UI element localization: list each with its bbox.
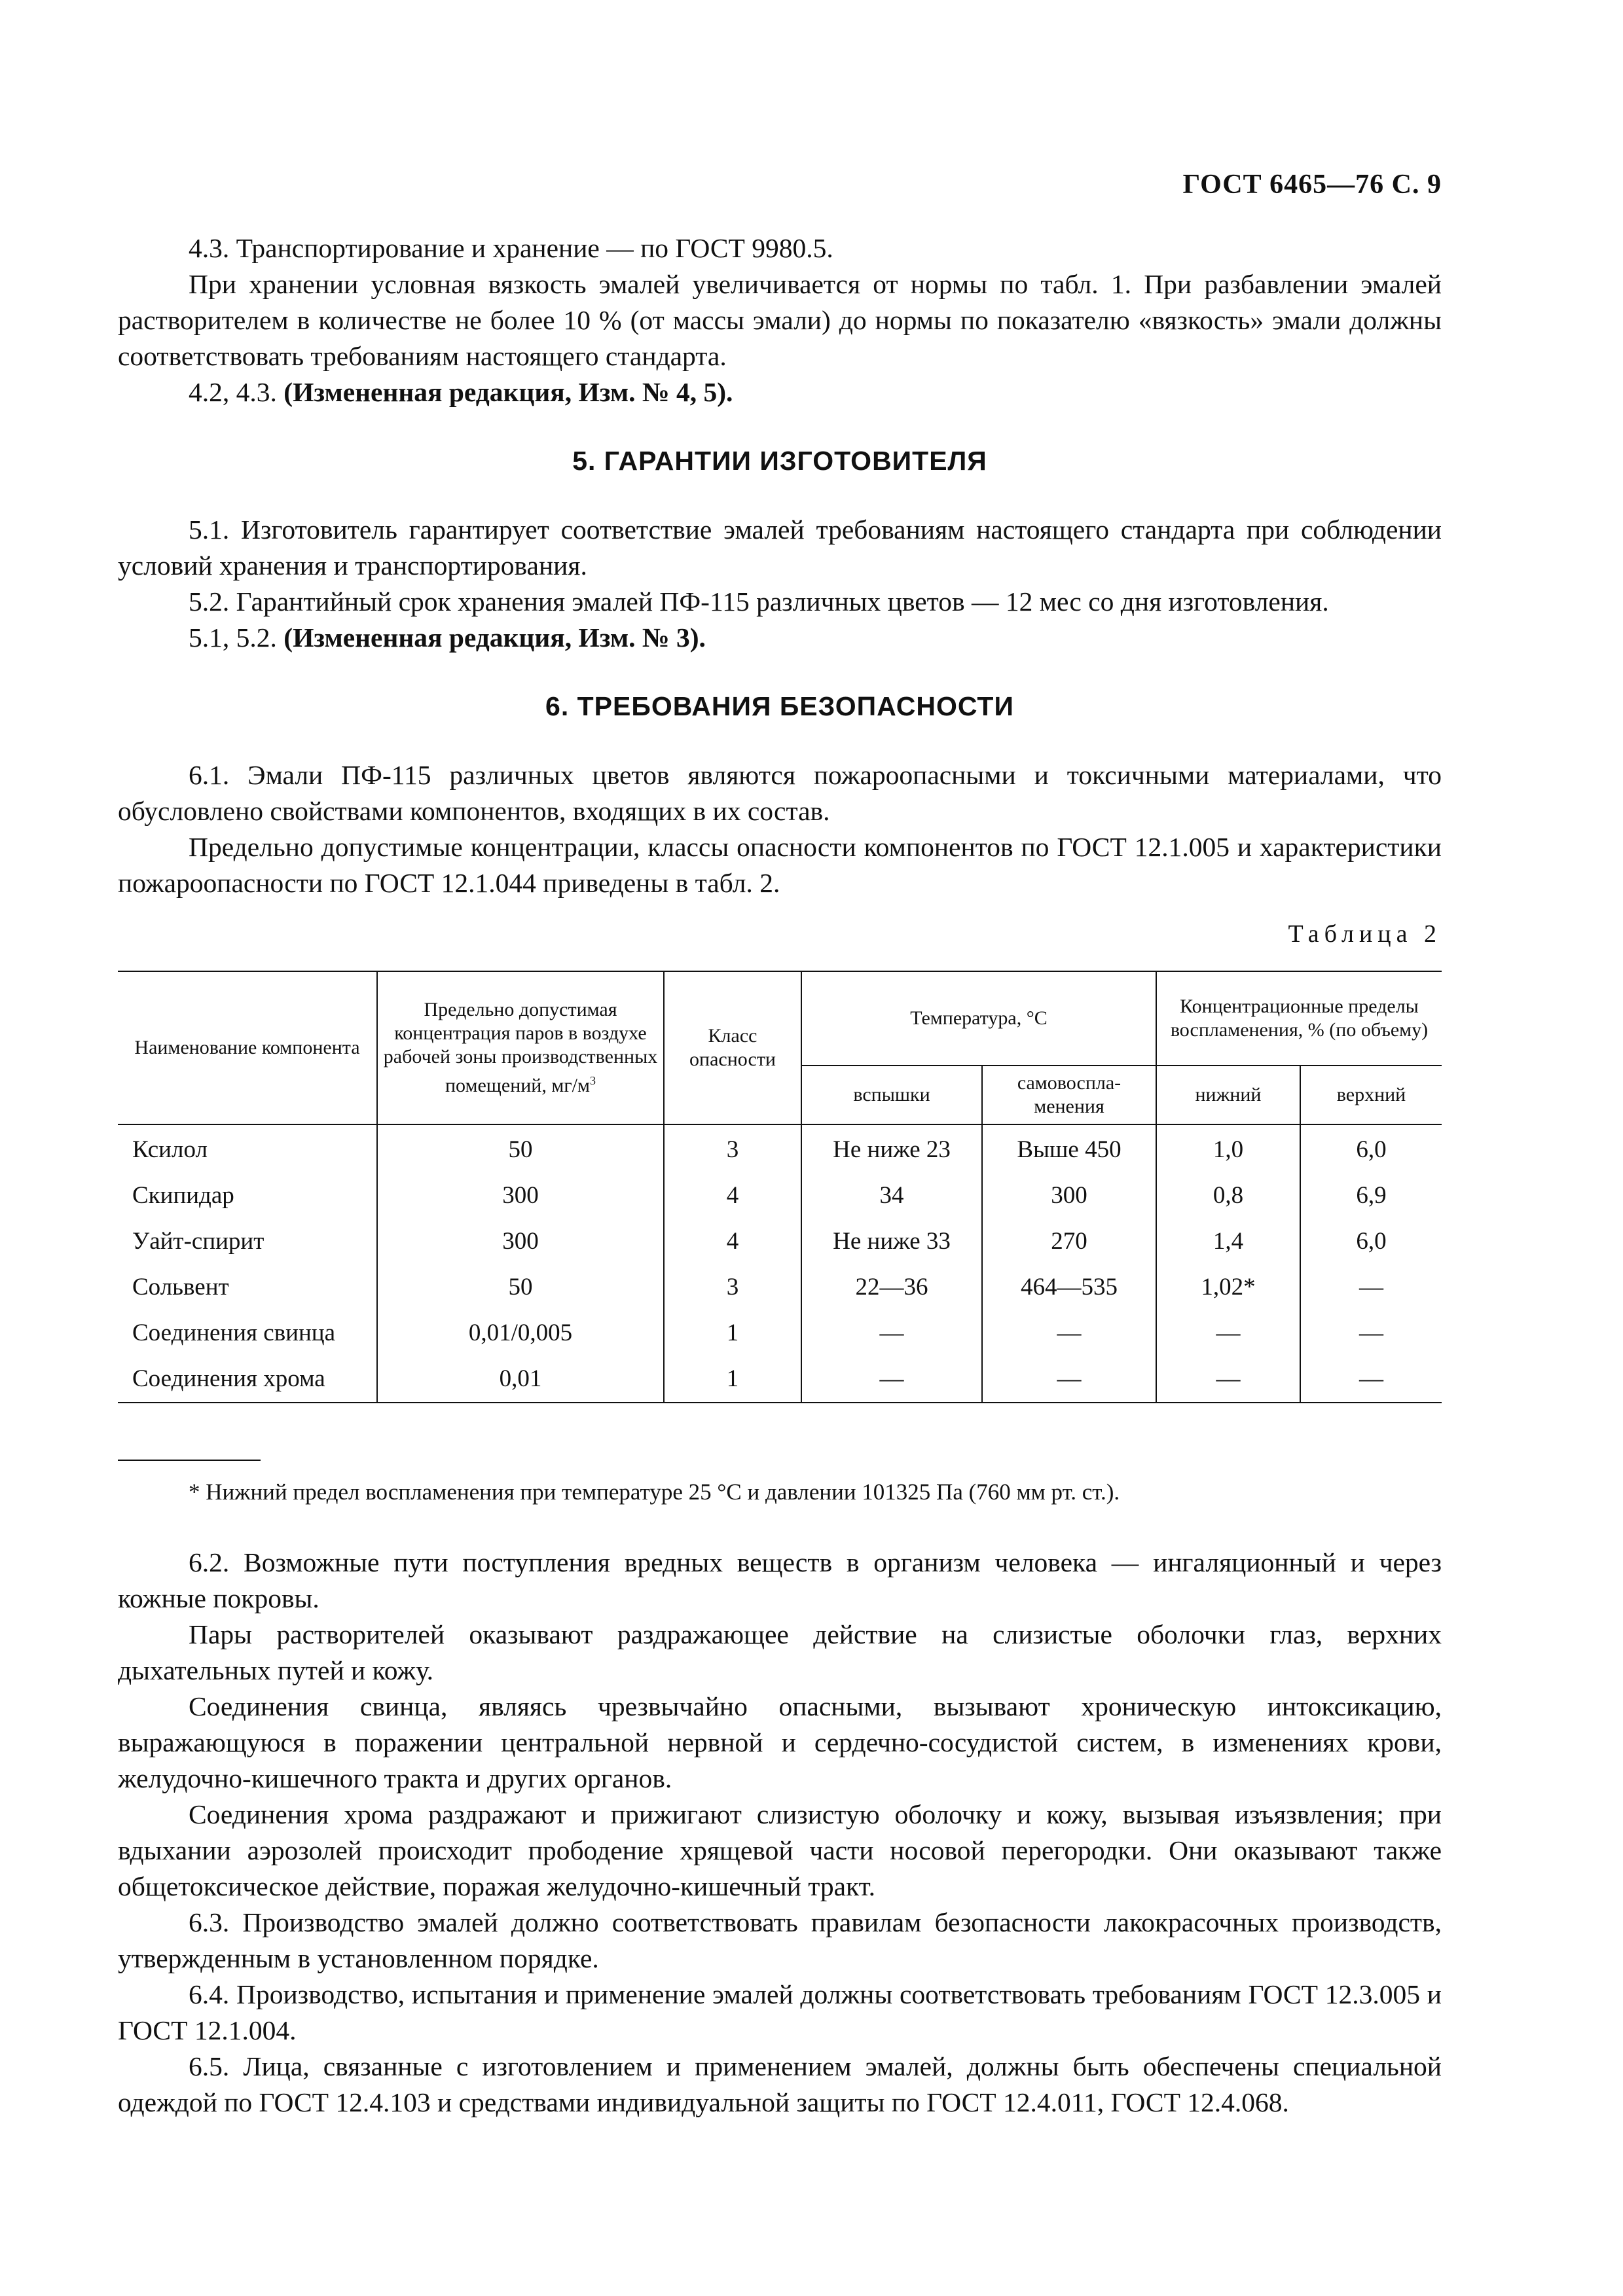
cell-pdk: 50	[377, 1265, 664, 1310]
amendment-ref: 4.2, 4.3.	[189, 377, 284, 407]
cell-flash: Не ниже 23	[801, 1124, 982, 1173]
cell-autoignition: 270	[982, 1219, 1156, 1265]
header-name: Наименование компонента	[118, 971, 377, 1124]
header-flash: вспышки	[801, 1066, 982, 1124]
cell-autoignition: —	[982, 1356, 1156, 1403]
table-row	[118, 1356, 1442, 1403]
cell-name: Ксилол	[118, 1124, 377, 1173]
table-body	[118, 1124, 1442, 1403]
cell-upper: 6,0	[1356, 1228, 1387, 1255]
cell-flash: Не ниже 33	[801, 1219, 982, 1265]
paragraph-solvent-vapors: Пары растворителей оказывают раздражающее действие на слизистые оболочки глаз, верхних дыхательных путей и кожу.	[118, 1619, 1442, 1685]
header-pdk-text: Предельно допустимая концентрация паров в воздухе рабочей зоны производственных помещений, мг/м	[383, 999, 658, 1096]
cell-upper: —	[1359, 1319, 1383, 1346]
cell-class: 3	[664, 1124, 801, 1173]
table-2	[118, 971, 1442, 1403]
cell-name: Уайт-спирит	[118, 1219, 377, 1265]
cell-class: 1	[664, 1356, 801, 1403]
cell-pdk: 300	[377, 1173, 664, 1219]
paragraph-6-4: 6.4. Производство, испытания и применение эмалей должны соответствовать требованиям ГОСТ 12.3.005 и ГОСТ 12.1.004.	[118, 1979, 1442, 2045]
header-temperature: Температура, °С	[801, 971, 1156, 1066]
header-pdk	[377, 971, 664, 1124]
amendment-note: (Измененная редакция, Изм. № 3).	[283, 622, 706, 653]
footnote: * Нижний предел воспламенения при температуре 25 °С и давлении 101325 Па (760 мм рт. ст.).	[189, 1479, 1120, 1505]
cell-name: Соединения свинца	[118, 1310, 377, 1356]
cell-class: 4	[664, 1219, 801, 1265]
header-class: Класс опасности	[664, 971, 801, 1124]
paragraph-table-intro: Предельно допустимые концентрации, классы опасности компонентов по ГОСТ 12.1.005 и характеристики пожароопасности по ГОСТ 12.1.044 приведены в табл. 2.	[118, 832, 1442, 898]
cell-lower: 0,8	[1156, 1173, 1300, 1219]
table-row	[118, 1265, 1442, 1310]
table-row	[118, 1124, 1442, 1173]
cell-name: Скипидар	[118, 1173, 377, 1219]
paragraph-storage: При хранении условная вязкость эмалей увеличивается от нормы по табл. 1. При разбавлении эмалей растворителем в количестве не более 10 % (от массы эмали) до нормы по показателю «вязкость» эмали должны соответствовать требованиям настоящего стандарта.	[118, 269, 1442, 371]
table-header-row	[118, 971, 1442, 1066]
cell-pdk: 50	[377, 1124, 664, 1173]
cell-upper: —	[1359, 1365, 1383, 1392]
cell-pdk: 0,01/0,005	[377, 1310, 664, 1356]
section-6-heading: 6. ТРЕБОВАНИЯ БЕЗОПАСНОСТИ	[545, 691, 1014, 721]
amendment-ref: 5.1, 5.2.	[189, 622, 284, 653]
section-5-heading: 5. ГАРАНТИИ ИЗГОТОВИТЕЛЯ	[572, 446, 987, 476]
paragraph-amendment-5	[118, 620, 1442, 656]
cell-lower: 1,4	[1156, 1219, 1300, 1265]
cell-upper: —	[1359, 1274, 1383, 1300]
cell-lower: 1,02*	[1156, 1265, 1300, 1310]
cell-flash: —	[801, 1310, 982, 1356]
cell-class: 1	[664, 1310, 801, 1356]
cell-flash: —	[801, 1356, 982, 1403]
cell-pdk: 0,01	[377, 1356, 664, 1403]
cell-lower: —	[1156, 1356, 1300, 1403]
cell-upper: 6,9	[1356, 1182, 1387, 1209]
header-lower: нижний	[1156, 1066, 1300, 1124]
cell-class: 3	[664, 1265, 801, 1310]
cell-autoignition: 300	[982, 1173, 1156, 1219]
paragraph-5-2: 5.2. Гарантийный срок хранения эмалей ПФ-115 различных цветов — 12 мес со дня изготовления.	[189, 586, 1329, 617]
cell-pdk: 300	[377, 1219, 664, 1265]
cell-autoignition: 464—535	[982, 1265, 1156, 1310]
paragraph-6-3: 6.3. Производство эмалей должно соответствовать правилам безопасности лакокрасочных производств, утвержденным в установленном порядке.	[118, 1907, 1442, 1973]
paragraph-6-2: 6.2. Возможные пути поступления вредных веществ в организм человека — ингаляционный и через кожные покровы.	[118, 1547, 1442, 1613]
table-row	[118, 1219, 1442, 1265]
page-header: ГОСТ 6465—76 С. 9	[1182, 170, 1442, 200]
paragraph-amendment-4	[118, 374, 1442, 410]
cell-flash: 22—36	[801, 1265, 982, 1310]
footnote-rule	[118, 1460, 261, 1461]
paragraph-4-3: 4.3. Транспортирование и хранение — по ГОСТ 9980.5.	[189, 233, 833, 263]
table-caption: Таблица 2	[1288, 920, 1442, 948]
cell-flash: 34	[801, 1173, 982, 1219]
spacer	[118, 1507, 1442, 1545]
cell-name: Соединения хрома	[118, 1356, 377, 1403]
cell-lower: —	[1156, 1310, 1300, 1356]
cell-class: 4	[664, 1173, 801, 1219]
cell-name: Сольвент	[118, 1265, 377, 1310]
table-row	[118, 1310, 1442, 1356]
header-upper: верхний	[1300, 1066, 1442, 1124]
paragraph-chromium-compounds: Соединения хрома раздражают и прижигают слизистую оболочку и кожу, вызывая изъязвления; при вдыхании аэрозолей происходит прободение хрящевой части носовой перегородки. Они оказывают также общетоксическое действие, поражая желудочно-кишечный тракт.	[118, 1799, 1442, 1901]
paragraph-lead-compounds: Соединения свинца, являясь чрезвычайно опасными, вызывают хроническую интоксикацию, выражающуюся в поражении центральной нервной и сердечно-сосудистой систем, в изменениях крови, желудочно-кишечного тракта и других органов.	[118, 1691, 1442, 1793]
cell-upper: 6,0	[1356, 1136, 1387, 1163]
header-pdk-sup: 3	[589, 1074, 596, 1087]
paragraph-5-1: 5.1. Изготовитель гарантирует соответствие эмалей требованиям настоящего стандарта при соблюдении условий хранения и транспортирования.	[118, 514, 1442, 581]
table-row	[118, 1173, 1442, 1219]
paragraph-6-1: 6.1. Эмали ПФ-115 различных цветов являются пожароопасными и токсичными материалами, что обусловлено свойствами компонентов, входящих в их состав.	[118, 760, 1442, 826]
document-body	[118, 230, 1442, 2121]
cell-autoignition: —	[982, 1310, 1156, 1356]
amendment-note: (Измененная редакция, Изм. № 4, 5).	[283, 377, 733, 407]
header-concentration: Концентрационные пределы воспламенения, % (по объему)	[1156, 971, 1442, 1066]
paragraph-6-5: 6.5. Лица, связанные с изготовлением и применением эмалей, должны быть обеспечены специальной одеждой по ГОСТ 12.4.103 и средствами индивидуальной защиты по ГОСТ 12.4.011, ГОСТ 12.4.068.	[118, 2051, 1442, 2117]
cell-autoignition: Выше 450	[982, 1124, 1156, 1173]
cell-lower: 1,0	[1156, 1124, 1300, 1173]
header-autoignition: самовоспламенения	[982, 1066, 1156, 1124]
